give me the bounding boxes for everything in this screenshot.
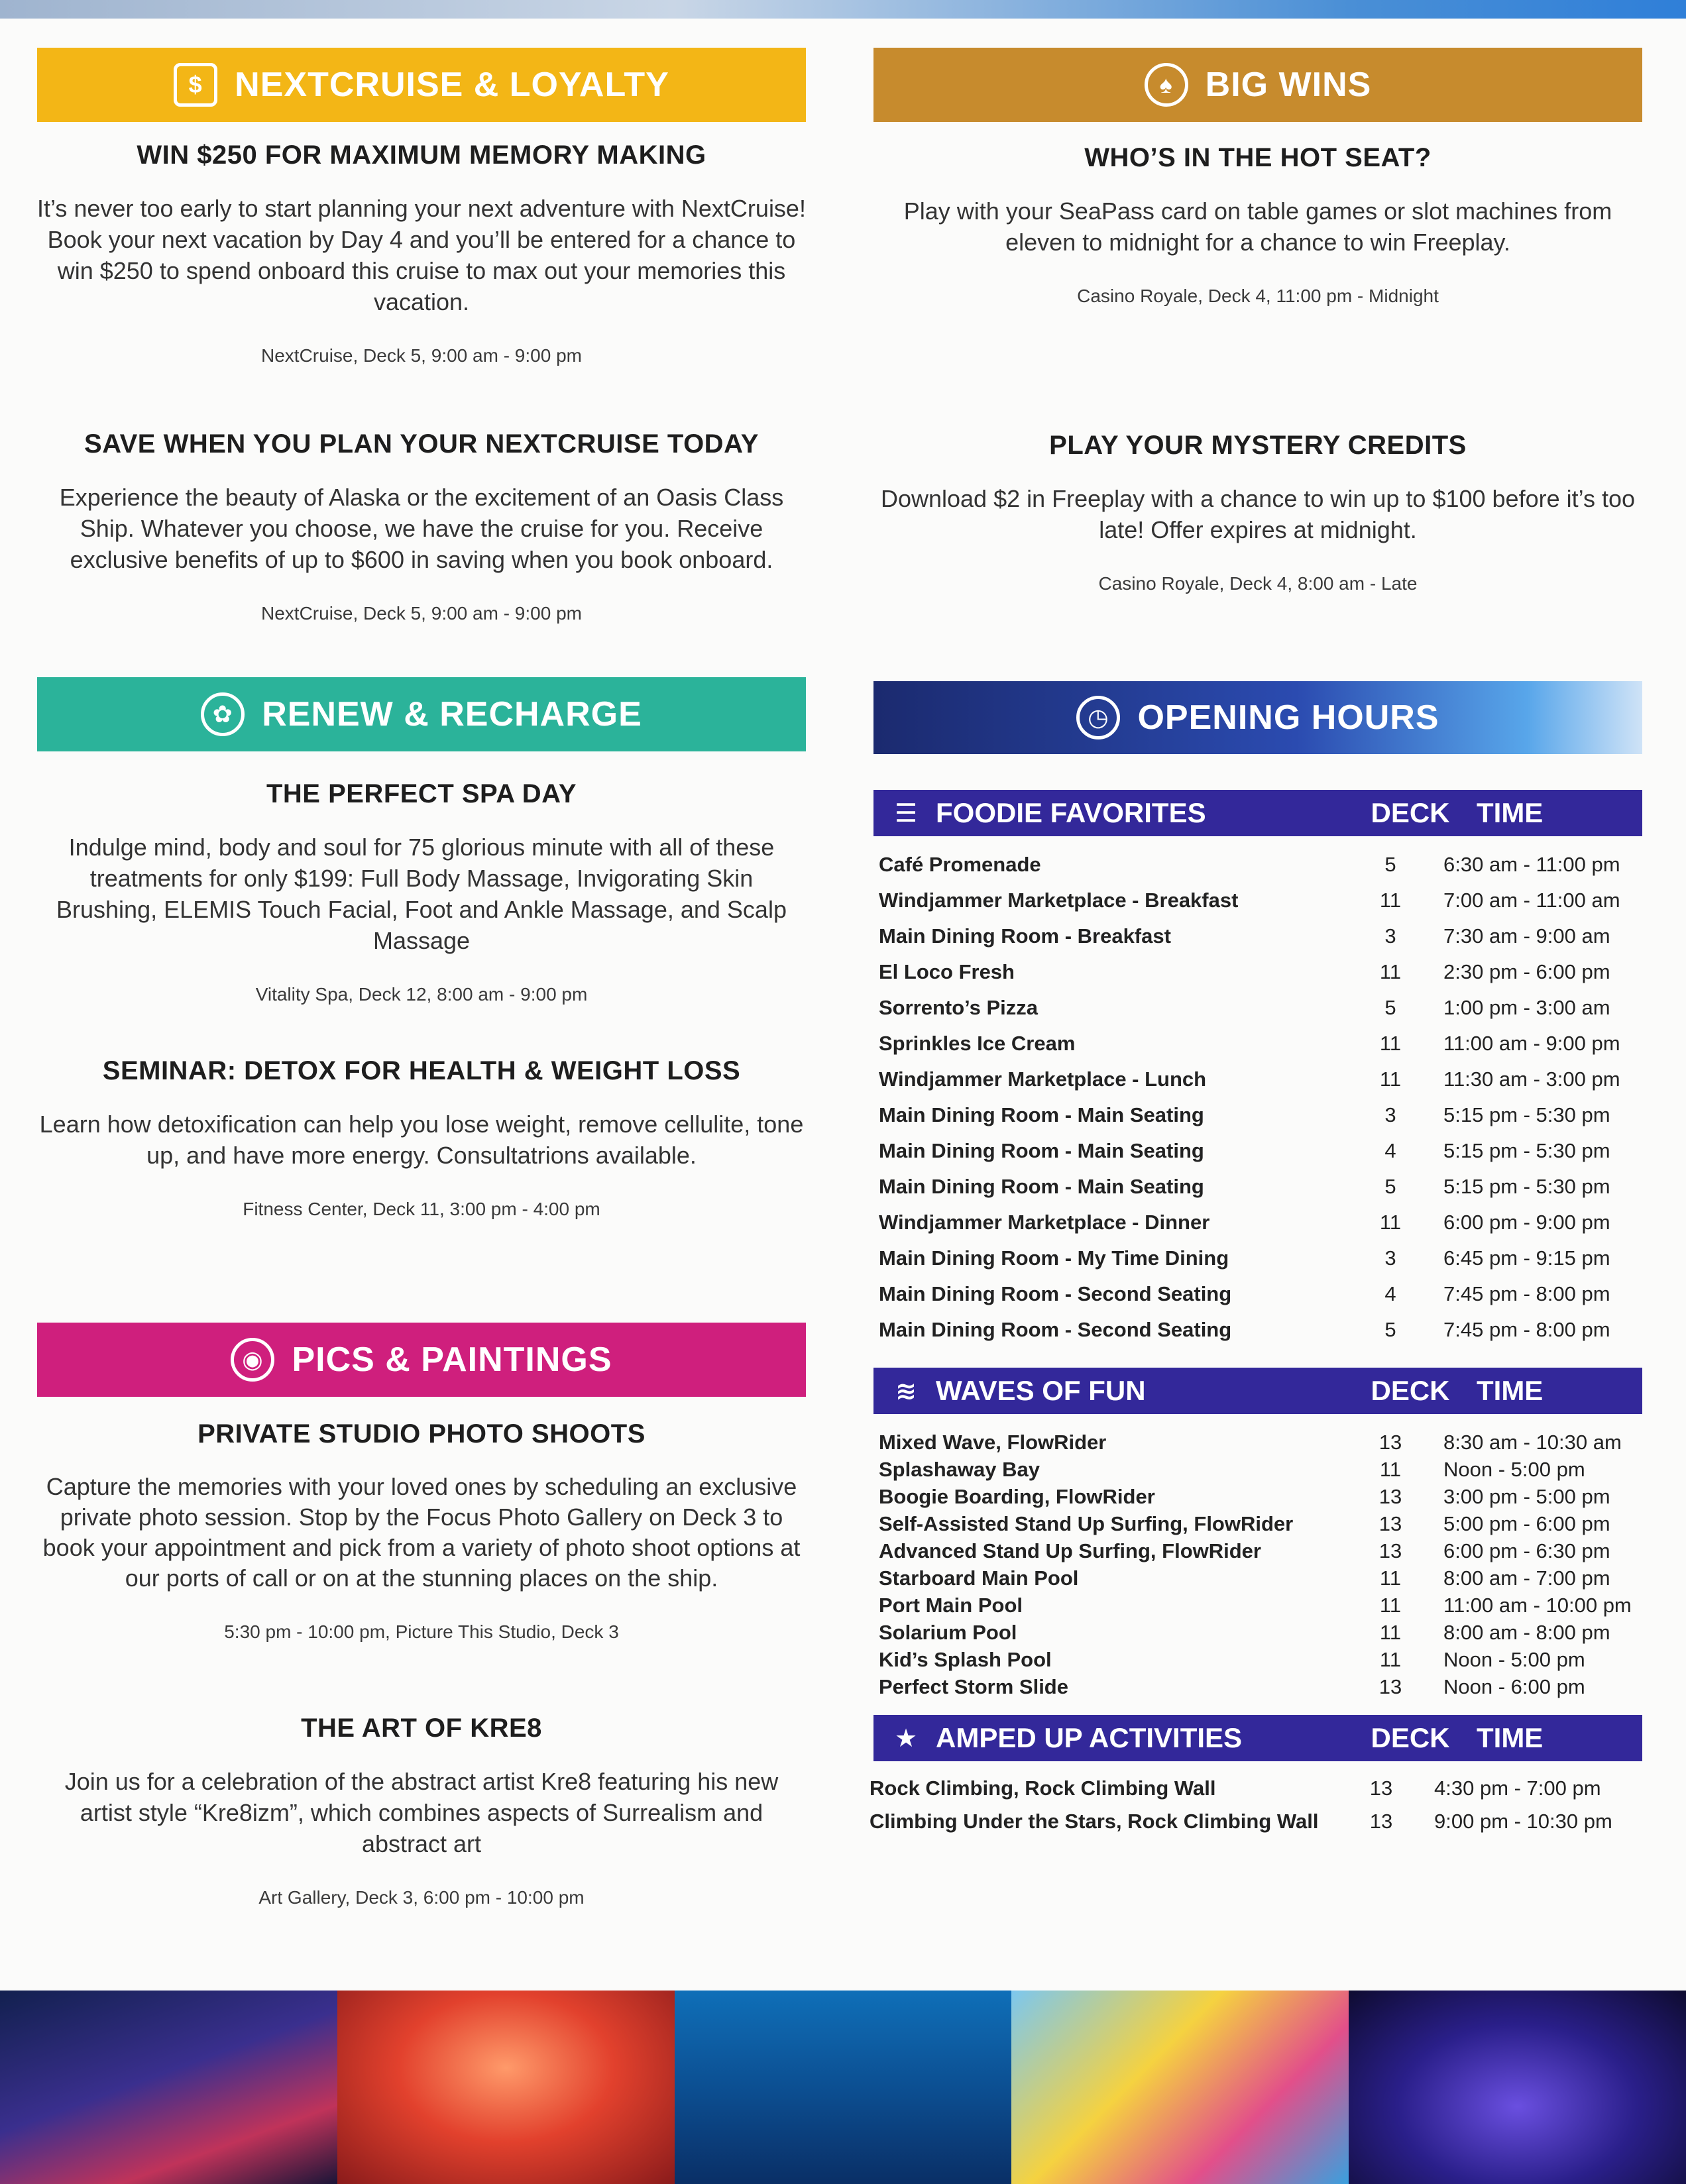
deck-number: 13 [1378,1512,1402,1535]
deck-number: 13 [1378,1675,1402,1698]
table-row [873,1312,1642,1348]
section-title: FOODIE FAVORITES [936,797,1206,828]
event-art-kre8 [37,1714,806,1908]
table-row [873,1062,1642,1097]
event-body: Learn how detoxification can help you lose weight, remove cellulite, tone up, and have more energy. Consultatrions available. [39,1111,804,1169]
event-location: NextCruise, Deck 5, 9:00 am - 9:00 pm [261,345,582,366]
opening-hours-banner [873,681,1642,754]
event-save-nextcruise [37,429,806,624]
table-row [873,918,1642,954]
banner-title: RENEW & RECHARGE [262,695,642,734]
deck-column-header: DECK [1371,1375,1450,1406]
shopping-bag-icon: $ [174,63,217,107]
deck-number: 4 [1384,1282,1396,1305]
venue-name: El Loco Fresh [879,960,1015,983]
venue-name: Main Dining Room - My Time Dining [879,1246,1229,1270]
event-heading: SEMINAR: DETOX FOR HEALTH & WEIGHT LOSS [102,1056,741,1085]
time-range: 2:30 pm - 6:00 pm [1443,960,1610,983]
event-body: Download $2 in Freeplay with a chance to win up to $100 before it’s too late! Offer expires at midnight. [880,485,1636,543]
event-location: Art Gallery, Deck 3, 6:00 pm - 10:00 pm [258,1887,585,1908]
venue-name: Main Dining Room - Main Seating [879,1175,1204,1198]
table-row [873,1169,1642,1205]
table-row [873,1456,1642,1483]
table-row [873,1564,1642,1592]
time-range: Noon - 5:00 pm [1443,1648,1585,1671]
event-hot-seat [873,143,1642,307]
table-row [873,1097,1642,1133]
event-mystery-credits [873,431,1642,594]
deck-number: 11 [1379,1458,1402,1481]
venue-name: Splashaway Bay [879,1458,1040,1481]
time-range: 6:00 pm - 6:30 pm [1443,1539,1610,1562]
time-range: 5:15 pm - 5:30 pm [1443,1139,1610,1162]
time-range: 11:30 am - 3:00 pm [1443,1067,1620,1091]
deck-number: 11 [1379,889,1402,912]
banner-title: NEXTCRUISE & LOYALTY [235,66,669,104]
time-range: 6:00 pm - 9:00 pm [1443,1211,1610,1234]
deck-number: 5 [1384,853,1396,876]
event-location: NextCruise, Deck 5, 9:00 am - 9:00 pm [261,603,582,624]
venue-name: Mixed Wave, FlowRider [879,1431,1107,1454]
table-row [873,1673,1642,1700]
event-heading: WHO’S IN THE HOT SEAT? [1084,143,1432,172]
time-column-header: TIME [1477,797,1544,828]
time-column-header: TIME [1477,1722,1544,1753]
time-range: 11:00 am - 9:00 pm [1443,1032,1620,1055]
deck-number: 11 [1379,1566,1402,1590]
deck-number: 11 [1379,1211,1402,1234]
deck-number: 3 [1384,1103,1396,1126]
table-row [873,954,1642,990]
deck-number: 11 [1379,960,1402,983]
table-row [873,1133,1642,1169]
table-row [873,1205,1642,1240]
table-row [873,1240,1642,1276]
time-range: 1:00 pm - 3:00 am [1443,996,1610,1019]
venue-name: Perfect Storm Slide [879,1675,1068,1698]
venue-name: Main Dining Room - Second Seating [879,1282,1232,1305]
waves-table [873,1429,1642,1700]
venue-name: Windjammer Marketplace - Dinner [879,1211,1210,1234]
deck-number: 13 [1378,1539,1402,1562]
time-range: Noon - 6:00 pm [1443,1675,1585,1698]
time-range: 5:15 pm - 5:30 pm [1443,1103,1610,1126]
time-range: 8:00 am - 7:00 pm [1443,1566,1610,1590]
foodie-header [873,790,1642,836]
venue-name: Café Promenade [879,853,1041,876]
time-range: 5:15 pm - 5:30 pm [1443,1175,1610,1198]
time-range: 6:30 am - 11:00 pm [1443,853,1620,876]
time-range: 4:30 pm - 7:00 pm [1434,1776,1601,1800]
table-row [873,847,1642,883]
photo-snorkel [675,1991,1012,2184]
deck-number: 11 [1379,1032,1402,1055]
event-body: Experience the beauty of Alaska or the excitement of an Oasis Class Ship. Whatever you choose, we have the cruise for you. Receive exclusive benefits of up to $600 in saving when you book onboard. [59,484,784,573]
event-location: Fitness Center, Deck 11, 3:00 pm - 4:00 pm [243,1199,600,1219]
table-row [873,990,1642,1026]
venue-name: Kid’s Splash Pool [879,1648,1052,1671]
time-range: 7:45 pm - 8:00 pm [1443,1282,1610,1305]
section-title: AMPED UP ACTIVITIES [936,1722,1243,1753]
table-row [873,1592,1642,1619]
venue-name: Main Dining Room - Second Seating [879,1318,1232,1341]
time-range: 8:00 am - 8:00 pm [1443,1621,1610,1644]
venue-name: Rock Climbing, Rock Climbing Wall [870,1776,1216,1800]
deck-number: 4 [1384,1139,1396,1162]
venue-name: Climbing Under the Stars, Rock Climbing Wall [870,1810,1319,1833]
event-location: Casino Royale, Deck 4, 8:00 am - Late [1098,573,1418,594]
venue-name: Windjammer Marketplace - Breakfast [879,889,1239,912]
event-location: Vitality Spa, Deck 12, 8:00 am - 9:00 pm [255,984,588,1005]
deck-number: 5 [1384,996,1396,1019]
table-row [873,1483,1642,1510]
event-body: Indulge mind, body and soul for 75 glorious minute with all of these treatments for only $199: Full Body Massage, Invigorating Skin Brushing, ELEMIS Touch Facial, Foot and Ankle Massage, and Scalp Massage [56,834,787,954]
venue-name: Main Dining Room - Breakfast [879,924,1171,948]
deck-number: 3 [1384,924,1396,948]
nextcruise-banner [37,48,806,122]
venue-name: Self-Assisted Stand Up Surfing, FlowRider [879,1512,1294,1535]
table-row [873,1429,1642,1456]
time-range: Noon - 5:00 pm [1443,1458,1585,1481]
event-body: It’s never too early to start planning your next adventure with NextCruise! Book your next vacation by Day 4 and you’ll be entered for a chance to win $250 to spend onboard this cruise to max out your memories this vacation. [37,195,806,315]
venue-name: Windjammer Marketplace - Lunch [879,1067,1207,1091]
section-title: WAVES OF FUN [936,1375,1146,1406]
running-figure-icon: ★ [894,1724,918,1753]
deck-number: 5 [1384,1175,1396,1198]
event-location: Casino Royale, Deck 4, 11:00 pm - Midnight [1077,286,1439,306]
event-heading: PRIVATE STUDIO PHOTO SHOOTS [197,1419,646,1448]
photo-theater [0,1991,337,2184]
time-range: 6:45 pm - 9:15 pm [1443,1246,1610,1270]
wave-icon: ≋ [895,1377,917,1405]
time-range: 7:00 am - 11:00 am [1443,889,1620,912]
top-accent-bar [0,0,1686,19]
amped-table [864,1772,1633,1838]
table-row [873,1619,1642,1646]
venue-name: Main Dining Room - Main Seating [879,1139,1204,1162]
photo-night [1349,1991,1686,2184]
event-location: 5:30 pm - 10:00 pm, Picture This Studio, Deck 3 [224,1621,619,1642]
deck-number: 11 [1379,1594,1402,1617]
deck-number: 3 [1384,1246,1396,1270]
time-range: 5:00 pm - 6:00 pm [1443,1512,1610,1535]
banner-title: PICS & PAINTINGS [292,1340,612,1379]
renew-banner [37,677,806,751]
table-row [864,1772,1633,1805]
deck-number: 11 [1379,1621,1402,1644]
bigwins-banner [873,48,1642,122]
time-range: 3:00 pm - 5:00 pm [1443,1485,1610,1508]
table-row [873,1276,1642,1312]
event-win-250 [37,140,806,366]
clock-icon: ◷ [1076,696,1120,739]
event-heading: THE ART OF KRE8 [301,1714,542,1743]
event-body: Capture the memories with your loved ones by scheduling an exclusive private photo session. Stop by the Focus Photo Gallery on Deck 3 to book your appointment and pick from a variety of photo shoot options at our ports of call or on at the stunning places on the ship. [42,1473,801,1592]
pics-banner [37,1323,806,1397]
event-body: Play with your SeaPass card on table games or slot machines from eleven to midnight for a chance to win Freeplay. [903,197,1612,256]
time-column-header: TIME [1477,1375,1544,1406]
venue-name: Boogie Boarding, FlowRider [879,1485,1155,1508]
deck-number: 11 [1379,1067,1402,1091]
event-detox-seminar [37,1056,806,1220]
casino-chip-icon: ♠ [1145,63,1188,107]
table-row [864,1805,1633,1838]
venue-name: Sorrento’s Pizza [879,996,1039,1019]
time-range: 9:00 pm - 10:30 pm [1434,1810,1612,1833]
event-heading: THE PERFECT SPA DAY [266,779,577,808]
table-row [873,1026,1642,1062]
event-photo-shoots [37,1419,806,1643]
foodie-table [873,847,1642,1348]
deck-number: 5 [1384,1318,1396,1341]
table-row [873,1646,1642,1673]
banner-title: OPENING HOURS [1137,698,1439,737]
photo-strip [0,1991,1686,2184]
deck-number: 11 [1379,1648,1402,1671]
venue-name: Starboard Main Pool [879,1566,1079,1590]
deck-number: 13 [1378,1431,1402,1454]
deck-column-header: DECK [1371,1722,1450,1753]
camera-icon: ◉ [231,1338,274,1382]
venue-name: Advanced Stand Up Surfing, FlowRider [879,1539,1261,1562]
table-row [873,883,1642,918]
table-row [873,1510,1642,1537]
event-heading: PLAY YOUR MYSTERY CREDITS [1049,431,1467,460]
table-row [873,1537,1642,1564]
lotus-icon: ✿ [201,692,245,736]
burger-icon: ☰ [894,799,918,828]
waves-header [873,1368,1642,1414]
deck-number: 13 [1369,1810,1393,1833]
deck-number: 13 [1378,1485,1402,1508]
photo-slide [337,1991,675,2184]
time-range: 8:30 am - 10:30 am [1443,1431,1622,1454]
event-heading: WIN $250 FOR MAXIMUM MEMORY MAKING [137,140,706,170]
venue-name: Main Dining Room - Main Seating [879,1103,1204,1126]
venue-name: Port Main Pool [879,1594,1023,1617]
time-range: 11:00 am - 10:00 pm [1443,1594,1632,1617]
time-range: 7:45 pm - 8:00 pm [1443,1318,1610,1341]
photo-waterpark [1011,1991,1349,2184]
venue-name: Sprinkles Ice Cream [879,1032,1076,1055]
event-body: Join us for a celebration of the abstract artist Kre8 featuring his new artist style “Kre8izm”, which combines aspects of Surrealism and abstract art [64,1768,779,1857]
deck-number: 13 [1369,1776,1393,1800]
amped-header [873,1715,1642,1761]
event-heading: SAVE WHEN YOU PLAN YOUR NEXTCRUISE TODAY [84,429,759,459]
venue-name: Solarium Pool [879,1621,1017,1644]
deck-column-header: DECK [1371,797,1450,828]
banner-title: BIG WINS [1205,66,1372,104]
event-spa-day [37,779,806,1005]
time-range: 7:30 am - 9:00 am [1443,924,1610,948]
